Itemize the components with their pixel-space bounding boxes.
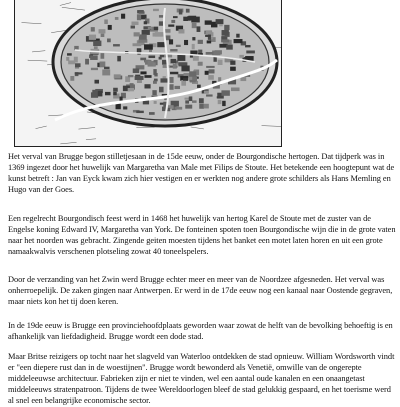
map-building-block bbox=[176, 45, 181, 47]
map-building-block bbox=[193, 55, 199, 61]
map-building-block bbox=[205, 71, 209, 75]
map-building-block bbox=[139, 11, 145, 13]
map-building-block bbox=[185, 105, 192, 109]
map-building-block bbox=[93, 41, 101, 46]
map-building-block bbox=[91, 27, 95, 31]
old-town-map-icon bbox=[15, 0, 281, 146]
paragraph-text: In de 19de eeuw is Brugge een provinciehoofdplaats geworden waar zowat de helft van de bevolking behoeftig is en afhankelijk van liefdadigheid. Brugge wordt een dode stad. bbox=[8, 321, 398, 343]
map-building-block bbox=[99, 29, 106, 33]
map-building-block bbox=[134, 32, 140, 36]
paragraph-text: Een regelrecht Bourgondisch feest werd in 1468 het huwelijk van hertog Karel de Stoute met de zuster van de Engelse koning Edward IV, Margaretha van York. De fonteinen spoten toen Bourgondische wijn die in de grote vaten naar het noorden was gebracht. Zingende geiten moesten tijdens het banket een motet laten horen en uit een grote namaakwalvis verschenen plotseling zowat 40 toneelspelers. bbox=[8, 214, 398, 258]
map-building-block bbox=[142, 30, 150, 35]
map-building-block bbox=[175, 86, 181, 89]
map-building-block bbox=[178, 29, 184, 33]
map-building-block bbox=[171, 59, 177, 63]
map-building-block bbox=[160, 78, 168, 82]
map-building-block bbox=[192, 37, 195, 40]
map-building-block bbox=[135, 76, 144, 80]
map-building-block bbox=[209, 69, 215, 73]
map-building-block bbox=[121, 14, 125, 19]
map-building-block bbox=[198, 62, 203, 66]
map-building-block bbox=[104, 67, 110, 69]
map-building-block bbox=[199, 104, 204, 109]
map-building-block bbox=[105, 92, 111, 95]
map-building-block bbox=[67, 53, 72, 55]
map-building-block bbox=[205, 20, 212, 24]
map-building-block bbox=[149, 112, 155, 115]
map-building-block bbox=[140, 71, 146, 74]
map-building-block bbox=[189, 71, 196, 76]
paragraph-19th-century bbox=[8, 321, 398, 343]
map-building-block bbox=[148, 55, 155, 58]
map-building-block bbox=[113, 92, 117, 95]
map-building-block bbox=[89, 35, 96, 40]
map-building-block bbox=[230, 67, 236, 71]
map-building-block bbox=[207, 40, 211, 43]
map-building-block bbox=[169, 77, 174, 83]
map-building-block bbox=[113, 44, 120, 46]
map-building-block bbox=[187, 16, 190, 21]
map-building-block bbox=[133, 68, 139, 73]
map-building-block bbox=[85, 59, 89, 65]
map-building-block bbox=[184, 40, 188, 45]
map-building-block bbox=[114, 74, 121, 78]
map-building-block bbox=[148, 27, 153, 29]
map-building-block bbox=[221, 39, 229, 42]
map-building-block bbox=[144, 75, 151, 78]
map-building-block bbox=[144, 44, 153, 49]
map-building-block bbox=[183, 17, 188, 21]
map-building-block bbox=[154, 101, 157, 104]
paragraph-zwin bbox=[8, 275, 398, 308]
map-building-block bbox=[116, 104, 121, 110]
map-building-block bbox=[217, 96, 222, 98]
map-building-block bbox=[170, 49, 177, 51]
map-building-block bbox=[186, 9, 190, 13]
map-building-block bbox=[159, 87, 164, 93]
map-building-block bbox=[170, 72, 178, 75]
map-building-block bbox=[154, 27, 158, 30]
map-building-block bbox=[117, 56, 121, 61]
map-building-block bbox=[198, 40, 203, 44]
map-building-block bbox=[208, 75, 214, 80]
map-building-block bbox=[160, 103, 164, 105]
map-building-block bbox=[101, 53, 105, 59]
map-building-block bbox=[171, 20, 175, 23]
paragraph-text: Maar Britse reizigers op tocht naar het slagveld van Waterloo ontdekken de stad opnieuw. William Wordsworth vindt er "een diepere rust dan in de woestijnen". Brugge wordt bewonderd als Venetië, omwille van de ongerepte middeleeuwse architectuur. Fabrieken zijn er niet te vinden, wel een aantal oude kanalen en een onaangetast middeleeuws stratenpatroon. Tijdens de twee Wereldoorlogen bleef de stad gelukkig gespaard, en het toerisme werd al snel een belangrijke economische sector. bbox=[8, 352, 398, 407]
map-building-block bbox=[101, 34, 105, 37]
map-building-block bbox=[131, 22, 138, 25]
map-building-block bbox=[216, 19, 224, 24]
map-building-block bbox=[175, 107, 182, 110]
map-building-block bbox=[136, 111, 144, 113]
map-building-block bbox=[153, 81, 157, 84]
map-building-block bbox=[139, 34, 147, 39]
map-building-block bbox=[128, 88, 134, 91]
map-building-block bbox=[215, 50, 222, 54]
map-building-block bbox=[144, 84, 150, 88]
map-building-block bbox=[224, 25, 229, 30]
map-building-block bbox=[213, 57, 216, 62]
map-building-block bbox=[159, 15, 163, 18]
city-map-image bbox=[14, 0, 282, 147]
map-building-block bbox=[189, 96, 193, 101]
map-building-block bbox=[144, 21, 147, 24]
map-building-block bbox=[246, 50, 255, 53]
map-building-block bbox=[192, 100, 197, 102]
map-building-block bbox=[218, 100, 222, 104]
map-building-block bbox=[185, 98, 190, 100]
map-building-block bbox=[197, 26, 201, 32]
map-building-block bbox=[189, 77, 193, 81]
map-building-block bbox=[185, 100, 189, 103]
map-building-block bbox=[192, 44, 195, 49]
map-building-block bbox=[66, 57, 69, 61]
map-building-block bbox=[181, 80, 186, 86]
map-building-block bbox=[179, 9, 183, 14]
map-building-block bbox=[115, 17, 119, 20]
map-building-block bbox=[205, 35, 210, 37]
map-building-block bbox=[157, 42, 165, 47]
paragraph-text: Het verval van Brugge begon stilletjesaan in de 15de eeuw, onder de Bourgondische hertogen. Dat tijdperk was in 1369 ingezet door het huwelijk van Margaretha van Male met Filips de Stoute. Het betekende een hoogtepunt wat de kunst betreft : Jan van Eyck kwam zich hier vestigen en er werkten nog andere grote schilders als Hans Memling en Hugo van der Goes. bbox=[8, 152, 398, 196]
map-building-block bbox=[183, 78, 188, 81]
map-building-block bbox=[137, 49, 140, 54]
map-building-block bbox=[107, 38, 111, 42]
map-building-block bbox=[221, 90, 229, 95]
map-building-block bbox=[204, 91, 209, 94]
map-building-block bbox=[218, 77, 221, 81]
map-building-block bbox=[123, 106, 127, 109]
map-building-block bbox=[191, 17, 200, 23]
map-building-block bbox=[181, 65, 189, 71]
map-building-block bbox=[108, 25, 112, 30]
map-building-block bbox=[199, 98, 204, 103]
map-building-block bbox=[91, 68, 98, 70]
map-building-block bbox=[206, 52, 214, 55]
map-building-block bbox=[75, 72, 83, 74]
map-building-block bbox=[102, 69, 110, 75]
map-building-block bbox=[128, 75, 133, 77]
map-building-block bbox=[219, 24, 223, 26]
map-building-block bbox=[74, 46, 78, 50]
map-building-block bbox=[90, 55, 98, 60]
map-building-block bbox=[190, 80, 196, 83]
map-building-block bbox=[137, 14, 141, 20]
map-building-block bbox=[222, 101, 225, 106]
map-building-block bbox=[153, 33, 162, 37]
paragraph-rediscovery bbox=[8, 352, 398, 407]
map-building-block bbox=[231, 87, 240, 91]
map-building-block bbox=[197, 85, 201, 88]
map-building-block bbox=[113, 88, 118, 92]
map-building-block bbox=[98, 91, 103, 97]
paragraph-text: Door de verzanding van het Zwin werd Brugge echter meer en meer van de Noordzee afgesneden. Het verval was onherroepelijk. De zaken gingen naar Antwerpen. Er werd in de 17de eeuw nog een kanaal naar Oostende gegraven, maar niets kon het tij doen keren. bbox=[8, 275, 398, 308]
map-building-block bbox=[192, 23, 197, 28]
map-building-block bbox=[236, 34, 239, 38]
map-building-block bbox=[226, 45, 233, 50]
map-building-block bbox=[153, 9, 159, 11]
map-building-block bbox=[131, 26, 135, 29]
paragraph-decline bbox=[8, 152, 398, 196]
map-building-block bbox=[230, 61, 235, 65]
map-building-block bbox=[74, 57, 78, 63]
map-building-block bbox=[234, 39, 243, 43]
map-building-block bbox=[239, 55, 243, 58]
map-building-block bbox=[99, 62, 105, 68]
map-building-block bbox=[204, 104, 209, 109]
map-building-block bbox=[70, 76, 74, 81]
map-building-block bbox=[159, 57, 162, 60]
map-building-block bbox=[222, 30, 229, 36]
map-building-block bbox=[153, 62, 156, 66]
map-building-block bbox=[140, 58, 146, 61]
paragraph-wedding bbox=[8, 214, 398, 258]
map-building-block bbox=[152, 90, 156, 95]
map-building-block bbox=[206, 94, 213, 96]
map-building-block bbox=[75, 63, 81, 67]
map-building-block bbox=[173, 64, 177, 69]
map-building-block bbox=[169, 39, 173, 44]
map-building-block bbox=[206, 66, 214, 68]
map-building-block bbox=[153, 69, 156, 75]
map-building-block bbox=[198, 50, 202, 54]
map-building-block bbox=[206, 30, 212, 33]
map-building-block bbox=[177, 55, 185, 61]
map-building-block bbox=[168, 24, 174, 26]
map-building-block bbox=[94, 80, 99, 84]
map-building-block bbox=[138, 39, 147, 42]
map-building-block bbox=[133, 43, 142, 46]
map-building-block bbox=[91, 92, 98, 97]
map-building-block bbox=[218, 60, 223, 65]
map-building-block bbox=[104, 19, 108, 24]
map-building-block bbox=[173, 16, 178, 18]
